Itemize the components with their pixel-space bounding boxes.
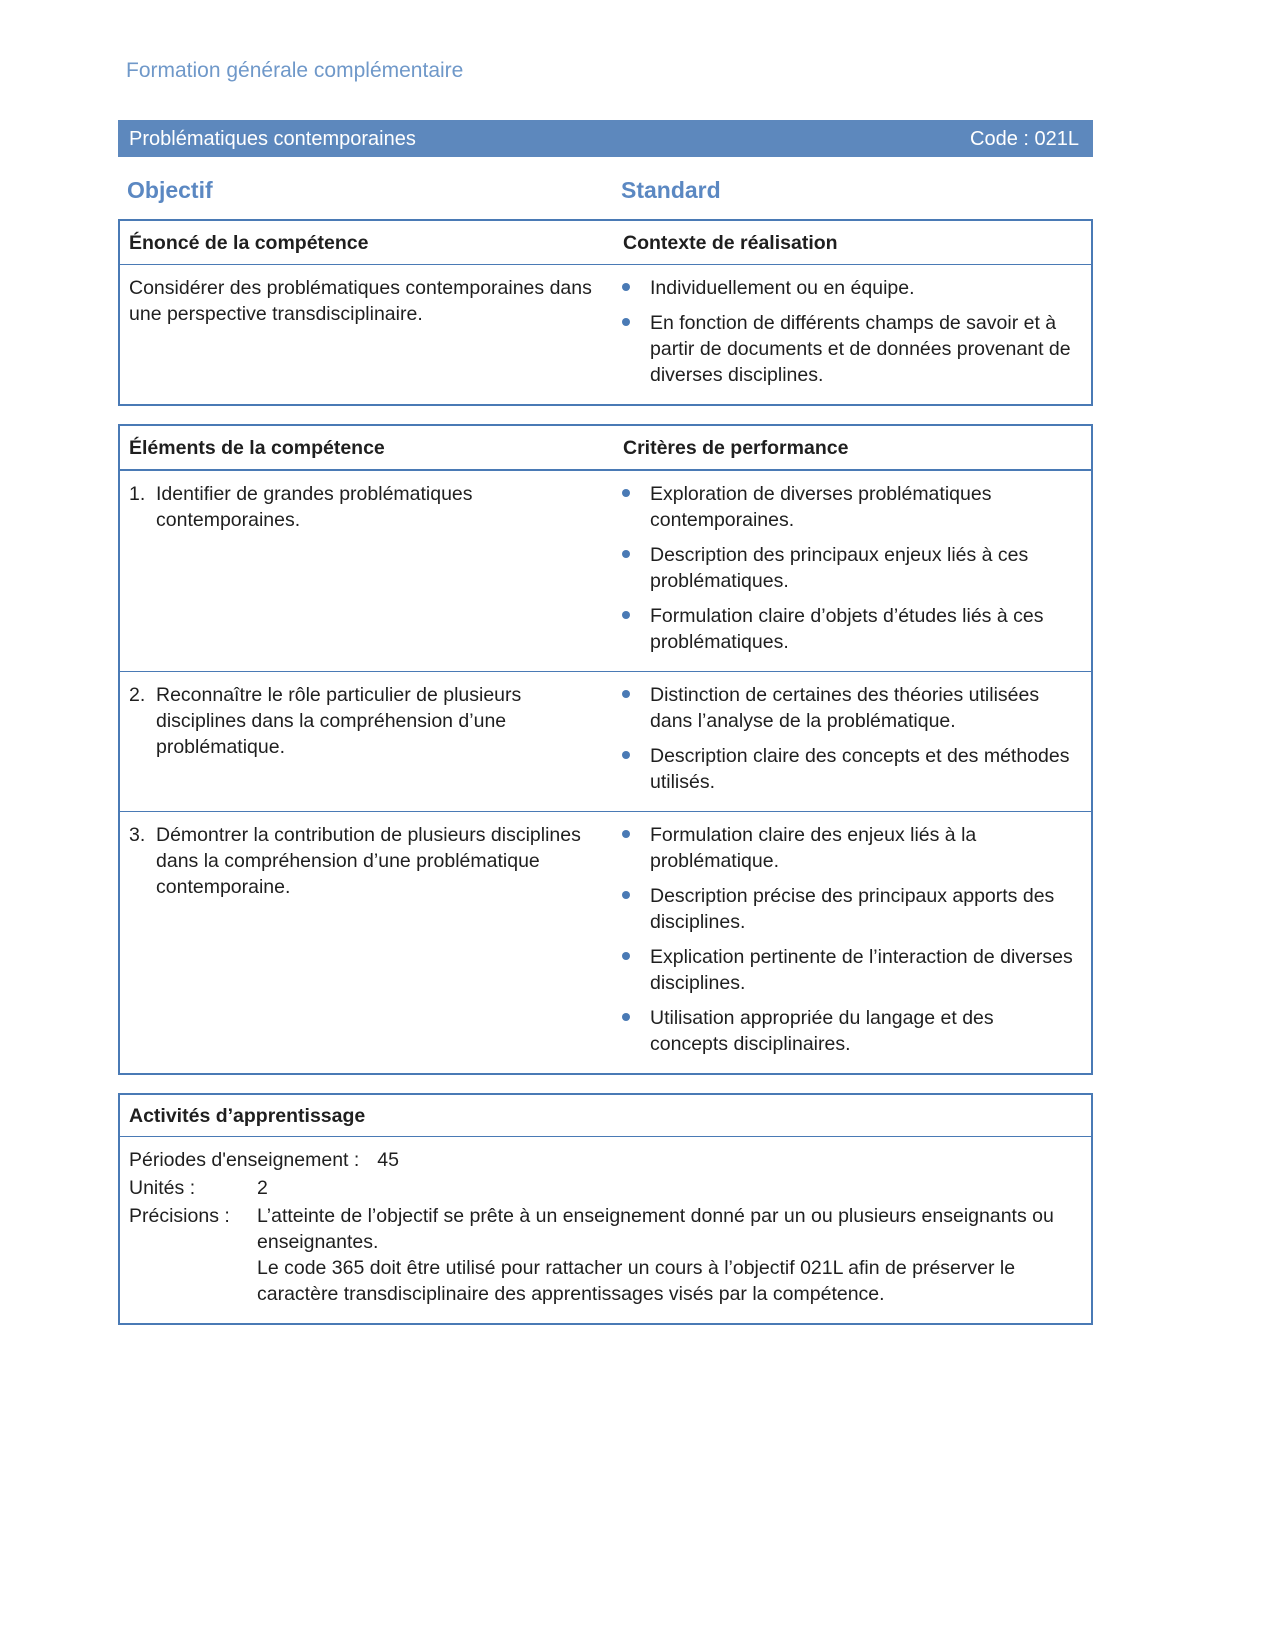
precisions-line-1: L’atteinte de l’objectif se prête à un enseignement donné par un ou plusieurs enseignants ou enseignantes. bbox=[257, 1205, 1054, 1253]
bullet-text: Individuellement ou en équipe. bbox=[650, 277, 915, 299]
contexte-bullet-list bbox=[614, 265, 1091, 404]
element-label: Reconnaître le rôle particulier de plusieurs disciplines dans la compréhension d’une problématique. bbox=[156, 684, 522, 758]
criteria-bullet-list bbox=[614, 672, 1091, 811]
competence-statement: Considérer des problématiques contemporaines dans une perspective transdisciplinaire. bbox=[129, 277, 592, 325]
elements-box-header bbox=[120, 426, 1091, 470]
list-item bbox=[614, 743, 1077, 795]
header-bar-code: Code : 021L bbox=[970, 127, 1079, 150]
element-text bbox=[120, 471, 614, 671]
bullet-text: Explication pertinente de l’interaction de diverses disciplines. bbox=[650, 946, 1073, 994]
bullet-icon bbox=[622, 751, 630, 759]
list-item bbox=[614, 822, 1077, 874]
bullet-icon bbox=[622, 489, 630, 497]
activities-body bbox=[120, 1137, 1091, 1323]
list-item bbox=[614, 275, 1077, 301]
bullet-icon bbox=[622, 952, 630, 960]
competence-box-header bbox=[120, 221, 1091, 265]
bullet-text: Description des principaux enjeux liés à ces problématiques. bbox=[650, 544, 1029, 592]
bullet-icon bbox=[622, 830, 630, 838]
competence-box-body bbox=[120, 265, 1091, 404]
element-row-3 bbox=[120, 811, 1091, 1073]
periodes-value: 45 bbox=[377, 1149, 399, 1171]
element-number: 1. bbox=[129, 483, 146, 505]
element-row-2 bbox=[120, 671, 1091, 811]
bullet-icon bbox=[622, 611, 630, 619]
list-item bbox=[614, 1005, 1077, 1057]
activities-box bbox=[118, 1093, 1093, 1325]
objectif-heading: Objectif bbox=[127, 177, 213, 203]
precisions-value bbox=[257, 1203, 1079, 1307]
list-item bbox=[614, 883, 1077, 935]
periodes-row bbox=[129, 1147, 1079, 1173]
unites-value: 2 bbox=[257, 1177, 268, 1199]
column-headings bbox=[118, 177, 1093, 203]
precisions-row bbox=[129, 1203, 1079, 1307]
element-number: 2. bbox=[129, 684, 146, 706]
list-item bbox=[614, 542, 1077, 594]
list-item bbox=[614, 310, 1077, 388]
precisions-label: Précisions : bbox=[129, 1205, 230, 1227]
element-text bbox=[120, 672, 614, 811]
activities-header: Activités d’apprentissage bbox=[120, 1095, 1091, 1137]
list-item bbox=[614, 682, 1077, 734]
criteria-bullet-list bbox=[614, 471, 1091, 671]
bullet-icon bbox=[622, 550, 630, 558]
elements-header: Éléments de la compétence bbox=[129, 437, 385, 459]
bullet-text: Description claire des concepts et des méthodes utilisés. bbox=[650, 745, 1070, 793]
periodes-label: Périodes d'enseignement : bbox=[129, 1149, 360, 1171]
element-row-1 bbox=[120, 470, 1091, 671]
element-number: 3. bbox=[129, 824, 146, 846]
elements-box bbox=[118, 424, 1093, 1075]
precisions-line-2: Le code 365 doit être utilisé pour rattacher un cours à l’objectif 021L afin de préserver le caractère transdisciplinaire des apprentissages visés par la compétence. bbox=[257, 1257, 1016, 1305]
section-title: Formation générale complémentaire bbox=[126, 59, 464, 82]
element-text bbox=[120, 812, 614, 1073]
standard-heading: Standard bbox=[621, 177, 721, 203]
criteria-bullet-list bbox=[614, 812, 1091, 1073]
bullet-text: Formulation claire d’objets d’études liés à ces problématiques. bbox=[650, 605, 1044, 653]
bullet-icon bbox=[622, 891, 630, 899]
enonce-header: Énoncé de la compétence bbox=[129, 232, 369, 254]
list-item bbox=[614, 481, 1077, 533]
list-item bbox=[614, 944, 1077, 996]
bullet-icon bbox=[622, 690, 630, 698]
criteres-header: Critères de performance bbox=[623, 437, 849, 459]
header-bar-title: Problématiques contemporaines bbox=[129, 127, 416, 150]
contexte-header: Contexte de réalisation bbox=[623, 232, 838, 254]
bullet-text: En fonction de différents champs de savoir et à partir de documents et de données provenant de diverses disciplines. bbox=[650, 312, 1071, 386]
unites-row bbox=[129, 1175, 1079, 1201]
element-label: Démontrer la contribution de plusieurs disciplines dans la compréhension d’une problématique contemporaine. bbox=[156, 824, 581, 898]
competence-box bbox=[118, 219, 1093, 406]
bullet-text: Description précise des principaux apports des disciplines. bbox=[650, 885, 1055, 933]
element-label: Identifier de grandes problématiques contemporaines. bbox=[156, 483, 473, 531]
bullet-icon bbox=[622, 283, 630, 291]
bullet-text: Distinction de certaines des théories utilisées dans l’analyse de la problématique. bbox=[650, 684, 1040, 732]
header-bar bbox=[118, 120, 1093, 157]
list-item bbox=[614, 603, 1077, 655]
bullet-text: Utilisation appropriée du langage et des concepts disciplinaires. bbox=[650, 1007, 994, 1055]
bullet-text: Formulation claire des enjeux liés à la problématique. bbox=[650, 824, 977, 872]
bullet-text: Exploration de diverses problématiques contemporaines. bbox=[650, 483, 992, 531]
unites-label: Unités : bbox=[129, 1177, 196, 1199]
bullet-icon bbox=[622, 318, 630, 326]
bullet-icon bbox=[622, 1013, 630, 1021]
